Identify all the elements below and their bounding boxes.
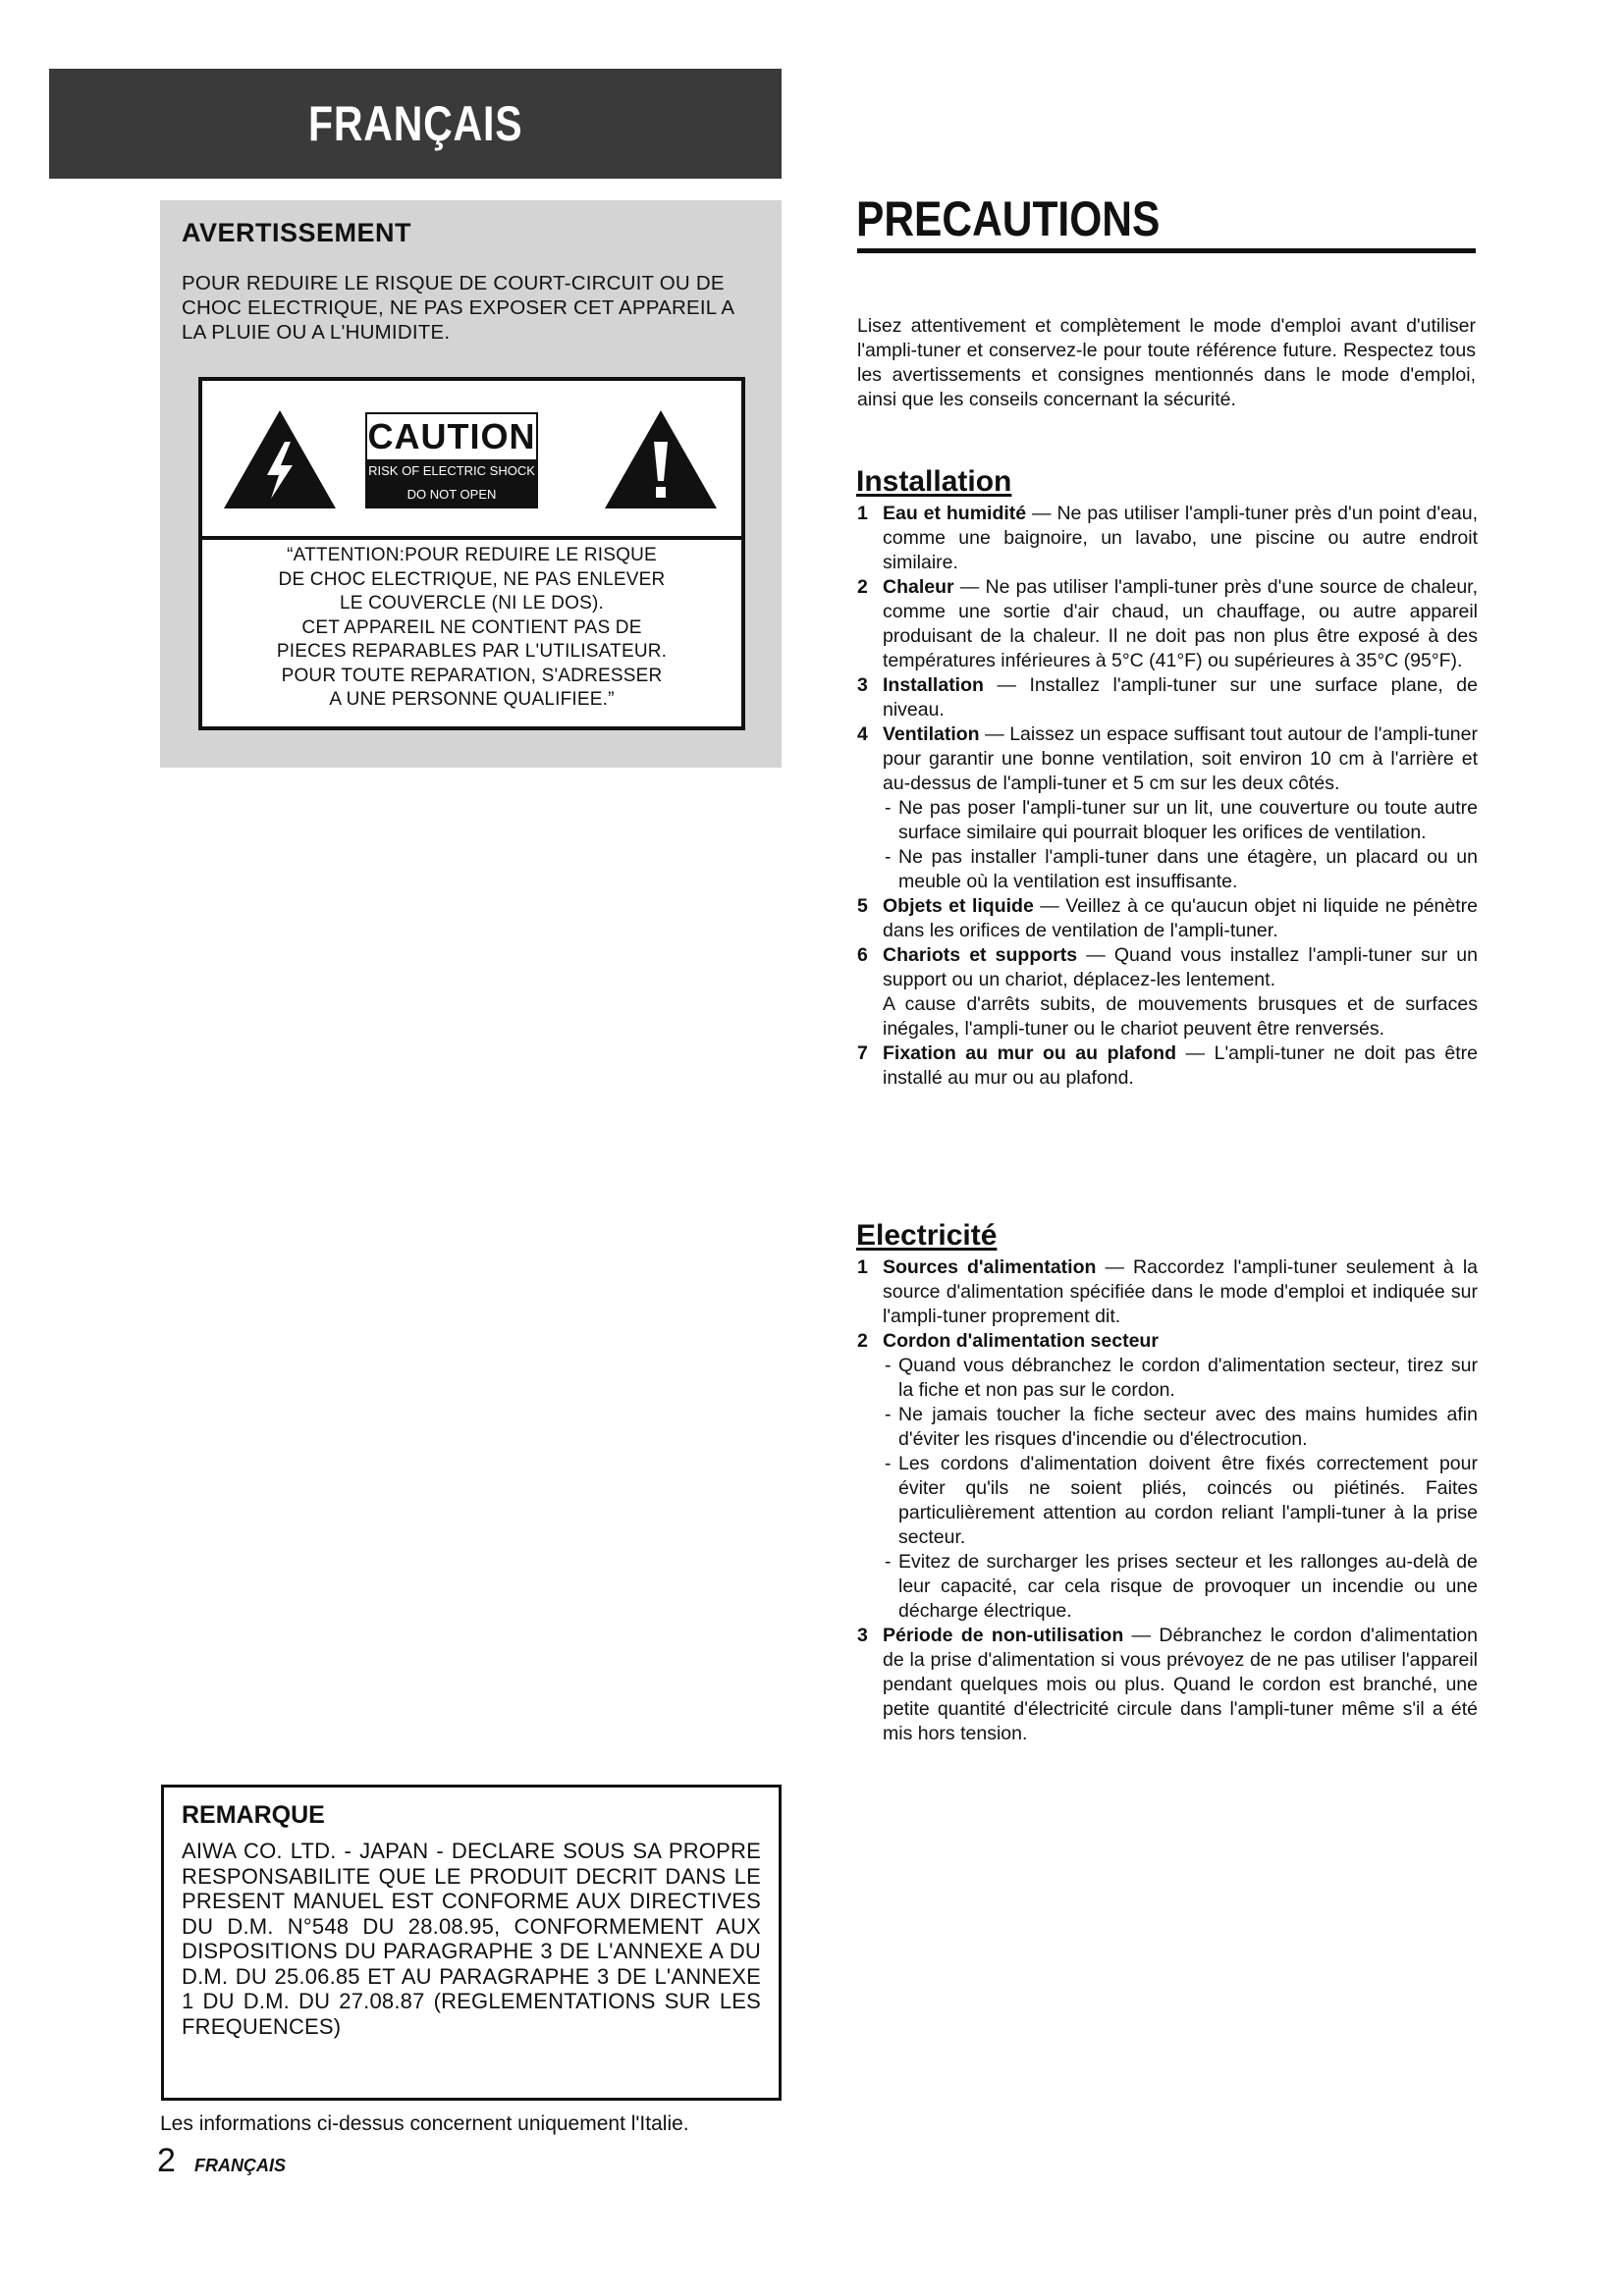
precautions-intro: Lisez attentivement et complètement le mode d'emploi avant d'utiliser l'ampli-tuner et conservez-le pour toute référence future. Respectez tous les avertissements et consignes mentionnés dans le mode d'emploi, ainsi que les conseils concernant la sécurité.: [857, 315, 1476, 410]
installation-item-paragraph: A cause d'arrêts subits, de mouvements brusques et de surfaces inégales, l'ampli-tuner ou le chariot peuvent être renversés.: [883, 993, 1478, 1040]
language-header-label: FRANÇAIS: [307, 96, 523, 151]
exclamation-triangle-icon: [603, 408, 719, 510]
electricite-item: [857, 1255, 1478, 1329]
sub-item-text: Ne pas installer l'ampli-tuner dans une étagère, un placard ou un meuble où la ventilation est insuffisante.: [898, 846, 1478, 892]
item-number: 3: [857, 1625, 868, 1646]
bullet-dash: -: [885, 1355, 892, 1376]
item-separator: —: [1077, 944, 1114, 966]
item-title: Ventilation: [883, 723, 980, 745]
item-number: 4: [857, 723, 868, 745]
sub-item-text: Les cordons d'alimentation doivent être fixés correctement pour éviter qu'ils ne soient pliés, coincés ou piétinés. Faites particulièrement attention au cordon reliant l'ampli-tuner à la prise secteur.: [898, 1453, 1478, 1548]
caution-label: [365, 412, 538, 508]
caution-subtext-line-2: DO NOT OPEN: [406, 487, 497, 502]
item-separator: —: [983, 674, 1030, 696]
item-text: L'ampli-tuner ne doit pas être installé au mur ou au plafond.: [883, 1042, 1479, 1089]
item-number: 2: [857, 1330, 868, 1352]
bullet-dash: -: [885, 1404, 892, 1425]
caution-subtext: [367, 459, 536, 507]
caution-text-line: LE COUVERCLE (NI LE DOS).: [340, 593, 604, 614]
installation-list: [857, 502, 1478, 1091]
item-separator: —: [1026, 503, 1057, 524]
bullet-dash: -: [885, 797, 892, 819]
installation-item: [857, 673, 1478, 722]
item-title: Chaleur: [883, 576, 954, 598]
precautions-title: PRECAUTIONS: [856, 191, 1161, 246]
warning-panel: [160, 200, 782, 768]
electricite-heading: Electricité: [856, 1219, 998, 1252]
installation-item: [857, 502, 1478, 575]
electricite-sub-item: [857, 1403, 1478, 1452]
item-text: Débranchez le cordon d'alimentation de la prise d'alimentation si vous prévoyez de ne pas utiliser l'appareil pendant quelques mois ou plus. Quand le cordon est branché, une petite quantité d'électricité circule dans l'ampli-tuner même s'il a été mis hors tension.: [883, 1625, 1478, 1744]
sub-item-text: Ne jamais toucher la fiche secteur avec des mains humides afin d'éviter les risques d'incendie ou d'électrocution.: [898, 1404, 1478, 1450]
item-title: Chariots et supports: [883, 944, 1078, 966]
sub-item-text: Evitez de surcharger les prises secteur et les rallonges au-delà de leur capacité, car cela risque de provoquer un incendie ou une décharge électrique.: [898, 1551, 1478, 1622]
item-text: Raccordez l'ampli-tuner seulement à la source d'alimentation spécifiée dans le mode d'emploi et indiquée sur l'ampli-tuner proprement dit.: [883, 1256, 1478, 1327]
warning-title: AVERTISSEMENT: [182, 218, 412, 247]
item-title: Installation: [883, 674, 984, 696]
caution-text-line: “ATTENTION:POUR REDUIRE LE RISQUE: [287, 545, 657, 565]
caution-text-line: DE CHOC ELECTRIQUE, NE PAS ENLEVER: [278, 568, 666, 590]
item-separator: —: [1123, 1625, 1160, 1646]
sub-item-text: Ne pas poser l'ampli-tuner sur un lit, une couverture ou toute autre surface similaire qui pourrait bloquer les orifices de ventilation.: [898, 797, 1478, 843]
item-text: Veillez à ce qu'aucun objet ni liquide ne pénètre dans les orifices de ventilation de l'ampli-tuner.: [883, 895, 1478, 941]
item-number: 5: [857, 895, 868, 917]
item-separator: —: [979, 723, 1010, 745]
item-number: 3: [857, 674, 868, 696]
electricite-sub-item: [857, 1550, 1478, 1624]
item-text: Ne pas utiliser l'ampli-tuner près d'une source de chaleur, comme une sortie d'air chaud, un chauffage, ou autre appareil produisant de la chaleur. Il ne doit pas non plus être exposé à des températures inférieures à 5°C (41°F) ou supérieures à 35°C (95°F).: [883, 576, 1478, 671]
remarque-box: [161, 1785, 782, 2101]
electricite-item: [857, 1329, 1478, 1354]
installation-item: [857, 575, 1478, 673]
item-number: 1: [857, 1256, 868, 1278]
item-text: Quand vous installez l'ampli-tuner sur un support ou un chariot, déplacez-les lentement.: [883, 944, 1478, 990]
sub-item-text: Quand vous débranchez le cordon d'alimentation secteur, tirez sur la fiche et non pas sur le cordon.: [898, 1355, 1478, 1401]
installation-item: [857, 722, 1478, 796]
precautions-title-rule: [857, 248, 1476, 253]
caution-text-line: PIECES REPARABLES PAR L'UTILISATEUR.: [276, 641, 668, 662]
item-number: 7: [857, 1042, 868, 1064]
item-number: 1: [857, 503, 868, 524]
remarque-note: Les informations ci-dessus concernent uniquement l'Italie.: [160, 2112, 689, 2135]
item-text: Installez l'ampli-tuner sur une surface plane, de niveau.: [883, 674, 1478, 721]
item-title: Sources d'alimentation: [883, 1256, 1097, 1278]
installation-item: [857, 894, 1478, 943]
item-title: Période de non-utilisation: [883, 1625, 1124, 1646]
caution-text-line: CET APPAREIL NE CONTIENT PAS DE: [301, 616, 642, 638]
installation-heading: Installation: [856, 465, 1012, 498]
caution-symbols-row: [202, 381, 741, 540]
bullet-dash: -: [885, 1551, 892, 1573]
bullet-dash: -: [885, 846, 892, 868]
caution-text-line: POUR TOUTE REPARATION, S'ADRESSER: [281, 665, 663, 686]
electricite-sub-item: [857, 1452, 1478, 1550]
caution-label-box: [198, 377, 745, 730]
language-header: [49, 69, 782, 179]
item-separator: —: [1176, 1042, 1215, 1064]
electricite-sub-item: [857, 1354, 1478, 1403]
item-title: Eau et humidité: [883, 503, 1027, 524]
page-number: 2: [157, 2142, 176, 2179]
electricite-list: [857, 1255, 1478, 1746]
item-number: 2: [857, 576, 868, 598]
item-number: 6: [857, 944, 868, 966]
installation-item: [857, 943, 1478, 992]
item-text: Ne pas utiliser l'ampli-tuner près d'un point d'eau, comme une baignoire, un lavabo, une piscine ou autre endroit similaire.: [883, 503, 1478, 573]
caution-subtext-line-1: RISK OF ELECTRIC SHOCK: [368, 463, 535, 478]
remarque-text: AIWA CO. LTD. - JAPAN - DECLARE SOUS SA PROPRE RESPONSABILITE QUE LE PRODUIT DECRIT DANS LE PRESENT MANUEL EST CONFORME AUX DIRECTIVES DU D.M. N°548 DU 28.08.95, CONFORMEMENT AUX DISPOSITIONS DU PARAGRAPHE 3 DE L'ANNEXE A DU D.M. DU 25.06.85 ET AU PARAGRAPHE 3 DE L'ANNEXE 1 DU D.M. DU 27.08.87 (REGLEMENTATIONS SUR LES FREQUENCES): [182, 1839, 761, 2039]
installation-sub-item: [857, 796, 1478, 845]
item-separator: —: [953, 576, 986, 598]
lightning-triangle-icon: [222, 408, 338, 510]
warning-text: POUR REDUIRE LE RISQUE DE COURT-CIRCUIT OU DE CHOC ELECTRIQUE, NE PAS EXPOSER CET APPAREIL A LA PLUIE OU A L'HUMIDITE.: [182, 272, 734, 344]
item-separator: —: [1033, 895, 1066, 917]
installation-item: [857, 1041, 1478, 1091]
item-title: Fixation au mur ou au plafond: [883, 1042, 1177, 1064]
remarque-title: REMARQUE: [182, 1801, 325, 1829]
item-title: Cordon d'alimentation secteur: [883, 1330, 1159, 1352]
item-separator: —: [1096, 1256, 1134, 1278]
electricite-item: [857, 1624, 1478, 1746]
item-title: Objets et liquide: [883, 895, 1034, 917]
caution-word: CAUTION: [367, 416, 536, 456]
page-label: FRANÇAIS: [194, 2156, 286, 2175]
item-text: Laissez un espace suffisant tout autour de l'ampli-tuner pour garantir une bonne ventilation, soit environ 10 cm à l'arrière et au-dessus de l'ampli-tuner et 5 cm sur les deux côtés.: [883, 723, 1478, 794]
caution-text-line: A UNE PERSONNE QUALIFIEE.”: [329, 689, 615, 710]
bullet-dash: -: [885, 1453, 892, 1474]
installation-sub-item: [857, 845, 1478, 894]
caution-text: [202, 544, 741, 713]
